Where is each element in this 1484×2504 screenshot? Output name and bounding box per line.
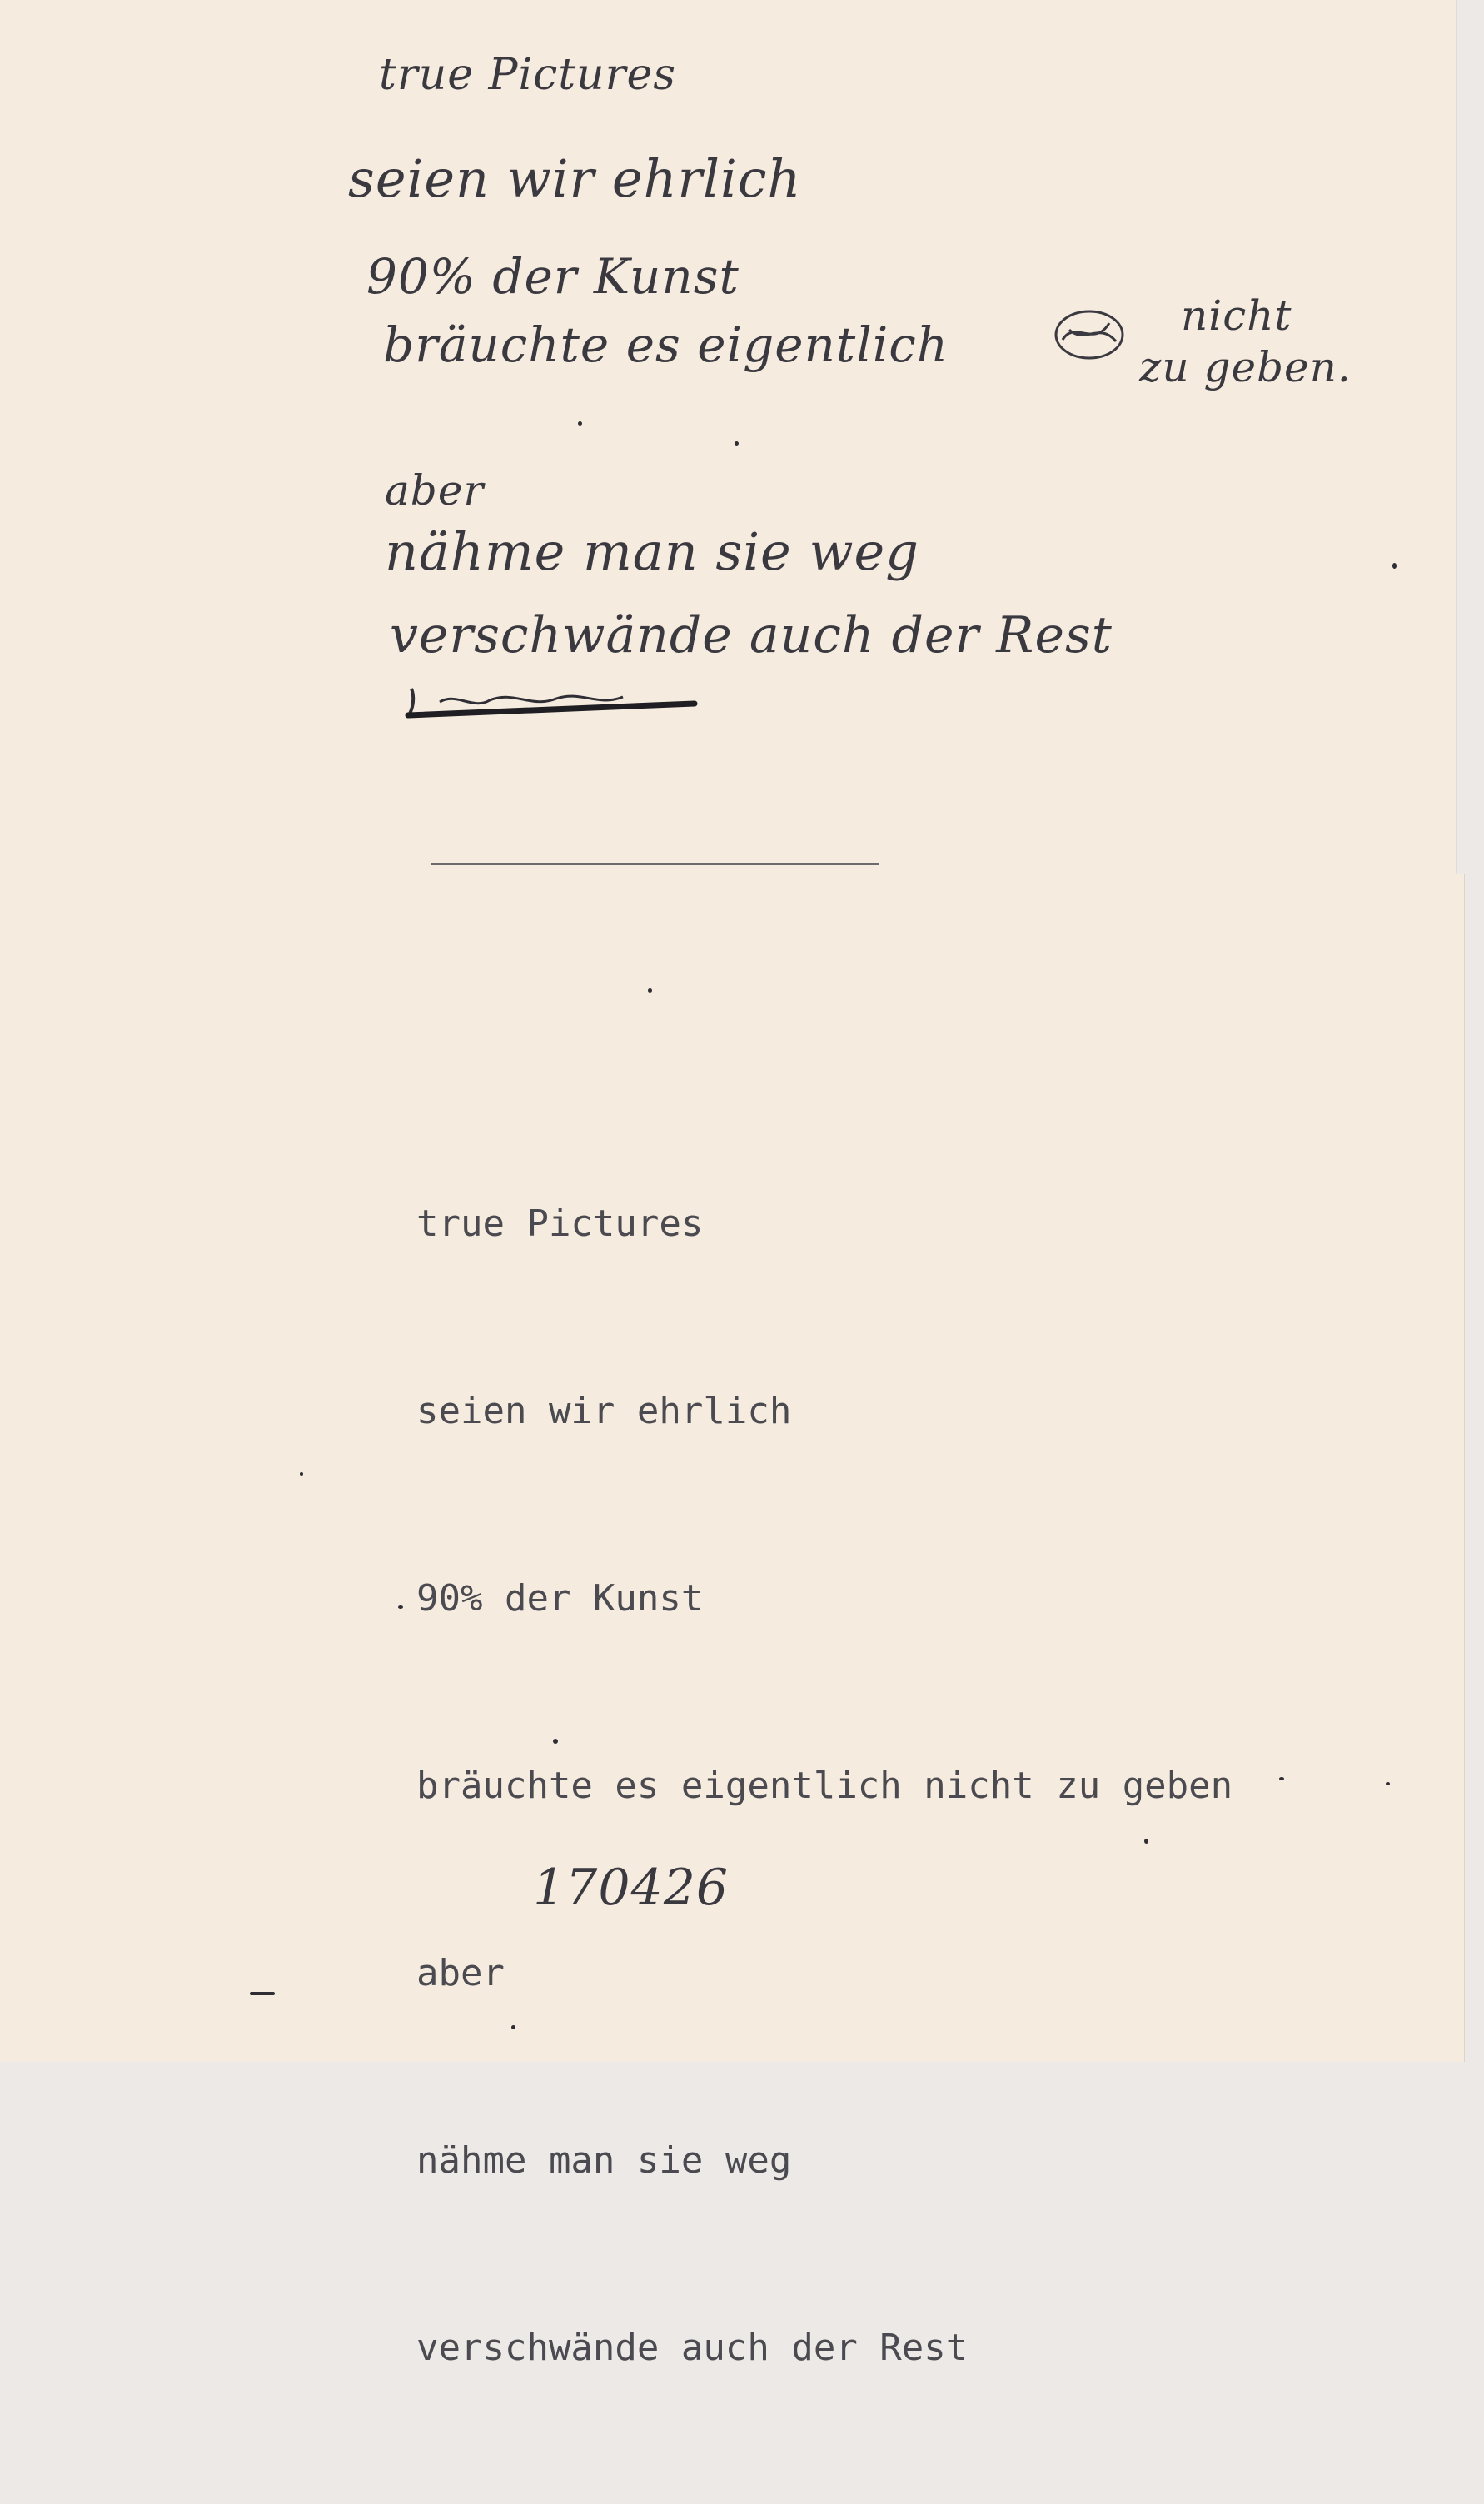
catalog-number: 170426 bbox=[533, 1859, 730, 1917]
torn-paper-edge bbox=[1451, 874, 1465, 2062]
typed-line: seien wir ehrlich bbox=[416, 1390, 792, 1432]
handwritten-line-3: 90% der Kunst bbox=[366, 248, 740, 305]
circled-correction-mark bbox=[1051, 305, 1128, 365]
typewritten-poem bbox=[416, 1068, 1233, 2504]
typed-line: nähme man sie weg bbox=[416, 2139, 792, 2182]
typed-line: verschwände auch der Rest bbox=[416, 2327, 969, 2369]
typed-line: bräuchte es eigentlich nicht zu geben bbox=[416, 1765, 1233, 1807]
dust-speck bbox=[1392, 563, 1397, 569]
dust-speck bbox=[648, 988, 652, 993]
dust-speck bbox=[250, 1992, 275, 1995]
handwritten-line-7: verschwände auch der Rest bbox=[390, 606, 1113, 665]
dust-speck bbox=[398, 1605, 403, 1609]
typed-line: 90% der Kunst bbox=[416, 1577, 704, 1620]
dust-speck bbox=[735, 441, 739, 446]
handwritten-insert-top: nicht bbox=[1181, 291, 1292, 340]
dust-speck bbox=[1279, 1777, 1284, 1780]
handwritten-line-6: nähme man sie weg bbox=[385, 521, 919, 582]
handwritten-insert-bottom: zu geben. bbox=[1139, 343, 1352, 391]
dust-speck bbox=[511, 2025, 515, 2029]
dust-speck bbox=[1144, 1839, 1148, 1844]
handwritten-line-2: seien wir ehrlich bbox=[348, 148, 802, 209]
crossed-out-word bbox=[406, 679, 698, 729]
dust-speck bbox=[553, 1739, 558, 1744]
typed-line: aber bbox=[416, 1952, 505, 1994]
separator-line bbox=[431, 863, 879, 865]
handwritten-line-5: aber bbox=[385, 466, 485, 515]
handwritten-title: true Pictures bbox=[379, 50, 676, 100]
dust-speck bbox=[1386, 1782, 1390, 1785]
dust-speck bbox=[578, 421, 582, 426]
handwritten-line-4: bräuchte es eigentlich bbox=[383, 316, 949, 373]
dust-speck bbox=[300, 1472, 303, 1476]
typed-line: true Pictures bbox=[416, 1202, 704, 1245]
